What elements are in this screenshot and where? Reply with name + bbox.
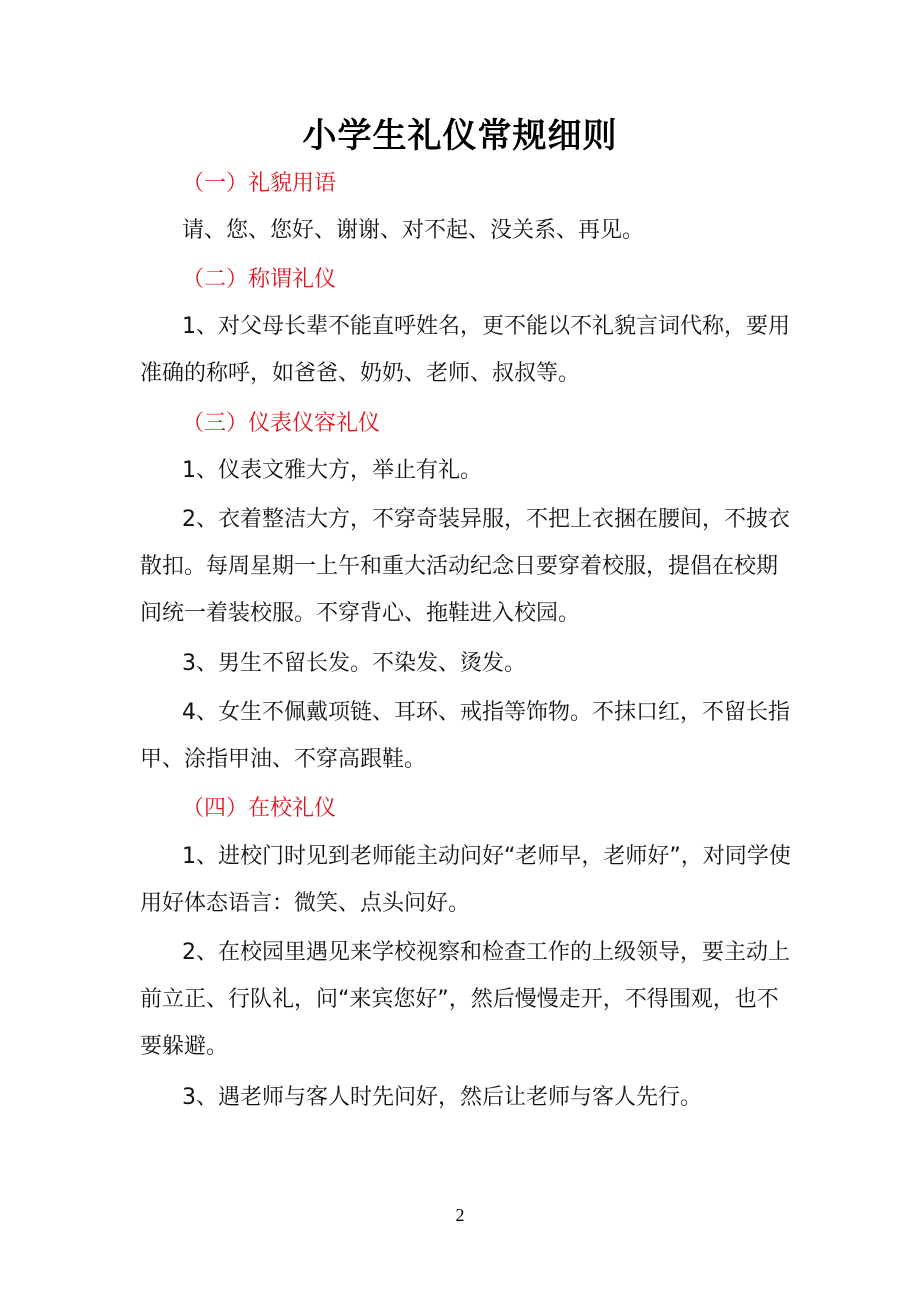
paragraph-line: 用好体态语言：微笑、点头问好。 — [140, 891, 471, 916]
section-heading-3: （三）仪表仪容礼仪 — [182, 411, 381, 436]
paragraph — [140, 496, 790, 637]
paragraph-line: 前立正、行队礼，问“来宾您好”，然后慢慢走开，不得围观，也不 — [140, 987, 779, 1012]
section-heading-1: （一）礼貌用语 — [182, 171, 337, 196]
paragraph-line: 1、仪表文雅大方，举止有礼。 — [182, 458, 482, 483]
paragraph-line: 甲、涂指甲油、不穿高跟鞋。 — [140, 747, 427, 772]
paragraph-line: 1、对父母长辈不能直呼姓名，更不能以不礼貌言词代称，要用 — [182, 314, 790, 339]
paragraph — [140, 689, 790, 783]
paragraph-line: 准确的称呼，如爸爸、奶奶、老师、叔叔等。 — [140, 361, 581, 386]
paragraph-line: 请、您、您好、谢谢、对不起、没关系、再见。 — [182, 218, 645, 243]
paragraph-line: 要躲避。 — [140, 1034, 229, 1059]
paragraph-line: 3、遇老师与客人时先问好，然后让老师与客人先行。 — [182, 1085, 702, 1110]
paragraph-line: 间统一着装校服。不穿背心、拖鞋进入校园。 — [140, 601, 581, 626]
paragraph-line: 3、男生不留长发。不染发、烫发。 — [182, 651, 526, 676]
paragraph-line: 2、在校园里遇见来学校视察和检查工作的上级领导，要主动上 — [182, 940, 790, 965]
paragraph-line: 4、女生不佩戴项链、耳环、戒指等饰物。不抹口红，不留长指 — [182, 700, 790, 725]
paragraph — [140, 447, 790, 494]
paragraph — [140, 640, 790, 687]
section-heading-2: （二）称谓礼仪 — [182, 267, 337, 292]
paragraph — [140, 207, 790, 254]
paragraph — [140, 929, 790, 1070]
paragraph-line: 散扣。每周星期一上午和重大活动纪念日要穿着校服，提倡在校期 — [140, 554, 779, 579]
paragraph — [140, 303, 790, 397]
paragraph-line: 2、衣着整洁大方，不穿奇装异服，不把上衣捆在腰间，不披衣 — [182, 507, 790, 532]
page-number: 2 — [455, 1205, 465, 1225]
paragraph — [140, 1074, 790, 1121]
paragraph-line: 1、进校门时见到老师能主动问好“老师早，老师好”，对同学使 — [182, 844, 791, 869]
section-heading-4: （四）在校礼仪 — [182, 796, 337, 821]
paragraph — [140, 833, 790, 927]
page-title: 小学生礼仪常规细则 — [302, 116, 618, 156]
